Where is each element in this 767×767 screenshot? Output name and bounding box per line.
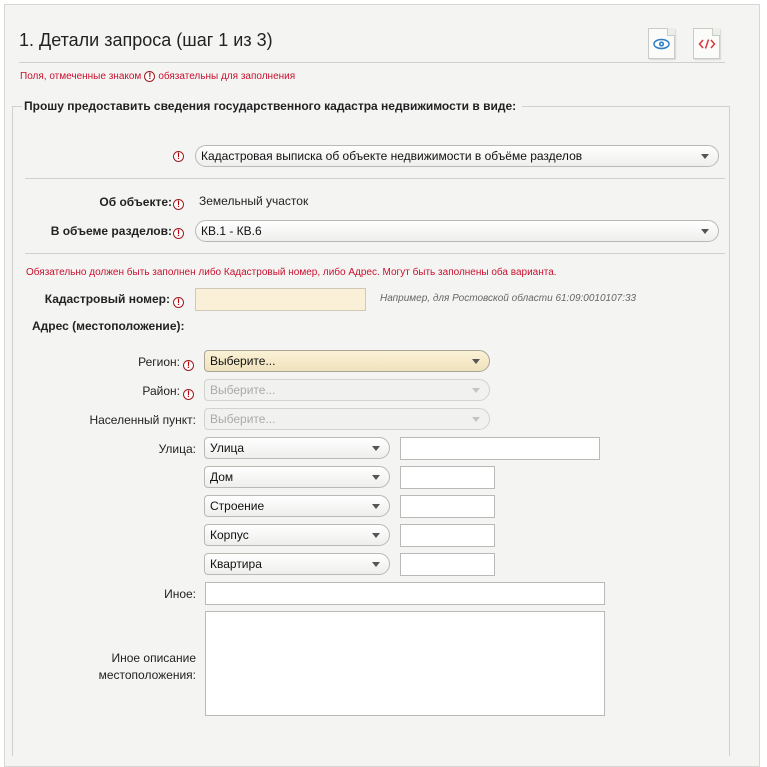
house-input[interactable] <box>400 466 495 489</box>
cadastral-number-hint: Например, для Ростовской области 61:09:0010107:33 <box>380 293 637 304</box>
street-type-value: Улица <box>210 441 245 455</box>
block-type-value: Корпус <box>210 528 249 542</box>
cadastral-or-address-warning: Обязательно должен быть заполнен либо Кадастровый номер, либо Адрес. Могут быть заполнены оба варианта. <box>26 267 557 278</box>
block-type-select[interactable] <box>204 524 390 546</box>
section-legend: Прошу предоставить сведения государственного кадастра недвижимости в виде: <box>22 99 522 113</box>
required-note-text-after: обязательны для заполнения <box>158 71 296 82</box>
required-icon: ! <box>173 151 184 162</box>
other-description-label <box>60 650 196 684</box>
district-value: Выберите... <box>210 383 276 397</box>
object-value: Земельный участок <box>199 194 309 208</box>
other-description-label-line2: местоположения: <box>98 668 196 682</box>
chevron-down-icon <box>472 388 480 393</box>
page-title: 1. Детали запроса (шаг 1 из 3) <box>19 30 273 50</box>
header-divider <box>19 62 725 63</box>
other-description-textarea[interactable] <box>205 611 605 716</box>
chevron-down-icon <box>472 359 480 364</box>
locality-label: Населенный пункт: <box>89 413 196 427</box>
apartment-type-value: Квартира <box>210 557 262 571</box>
building-type-value: Строение <box>210 499 265 513</box>
required-icon: ! <box>173 297 184 308</box>
district-label: Район: <box>142 384 180 398</box>
object-label: Об объекте: <box>99 195 172 209</box>
sections-label: В объеме разделов: <box>50 224 172 238</box>
block-input[interactable] <box>400 524 495 547</box>
xml-code-icon[interactable] <box>693 28 720 59</box>
cadastral-number-input[interactable] <box>195 288 366 311</box>
required-note-text-before: Поля, отмеченные знаком <box>20 71 142 82</box>
apartment-type-select[interactable] <box>204 553 390 575</box>
chevron-down-icon <box>701 154 709 159</box>
sections-value: КВ.1 - КВ.6 <box>201 224 262 238</box>
sections-select[interactable] <box>195 220 719 242</box>
required-icon: ! <box>183 389 194 400</box>
chevron-down-icon <box>372 446 380 451</box>
region-value: Выберите... <box>210 354 276 368</box>
locality-value: Выберите... <box>210 412 276 426</box>
required-fields-note <box>20 71 295 82</box>
building-type-select[interactable] <box>204 495 390 517</box>
document-type-select[interactable] <box>195 145 719 167</box>
chevron-down-icon <box>372 504 380 509</box>
address-heading: Адрес (местоположение): <box>32 319 185 333</box>
street-label: Улица: <box>158 442 196 456</box>
document-type-value: Кадастровая выписка об объекте недвижимости в объёме разделов <box>201 149 583 163</box>
other-description-label-line1: Иное описание <box>111 651 196 665</box>
apartment-input[interactable] <box>400 553 495 576</box>
region-label: Регион: <box>138 355 180 369</box>
chevron-down-icon <box>472 417 480 422</box>
divider <box>25 178 725 179</box>
district-select[interactable] <box>204 379 490 401</box>
divider <box>25 253 725 254</box>
street-input[interactable] <box>400 437 600 460</box>
required-icon: ! <box>173 199 184 210</box>
required-icon: ! <box>173 228 184 239</box>
street-type-select[interactable] <box>204 437 390 459</box>
other-label: Иное: <box>164 587 196 601</box>
required-icon: ! <box>144 71 155 82</box>
building-input[interactable] <box>400 495 495 518</box>
chevron-down-icon <box>701 229 709 234</box>
region-select[interactable] <box>204 350 490 372</box>
locality-select[interactable] <box>204 408 490 430</box>
other-input[interactable] <box>205 582 605 605</box>
house-type-value: Дом <box>210 470 234 484</box>
house-type-select[interactable] <box>204 466 390 488</box>
preview-icon[interactable] <box>648 28 675 59</box>
chevron-down-icon <box>372 475 380 480</box>
chevron-down-icon <box>372 562 380 567</box>
cadastral-number-label: Кадастровый номер: <box>44 292 170 306</box>
chevron-down-icon <box>372 533 380 538</box>
required-icon: ! <box>183 360 194 371</box>
